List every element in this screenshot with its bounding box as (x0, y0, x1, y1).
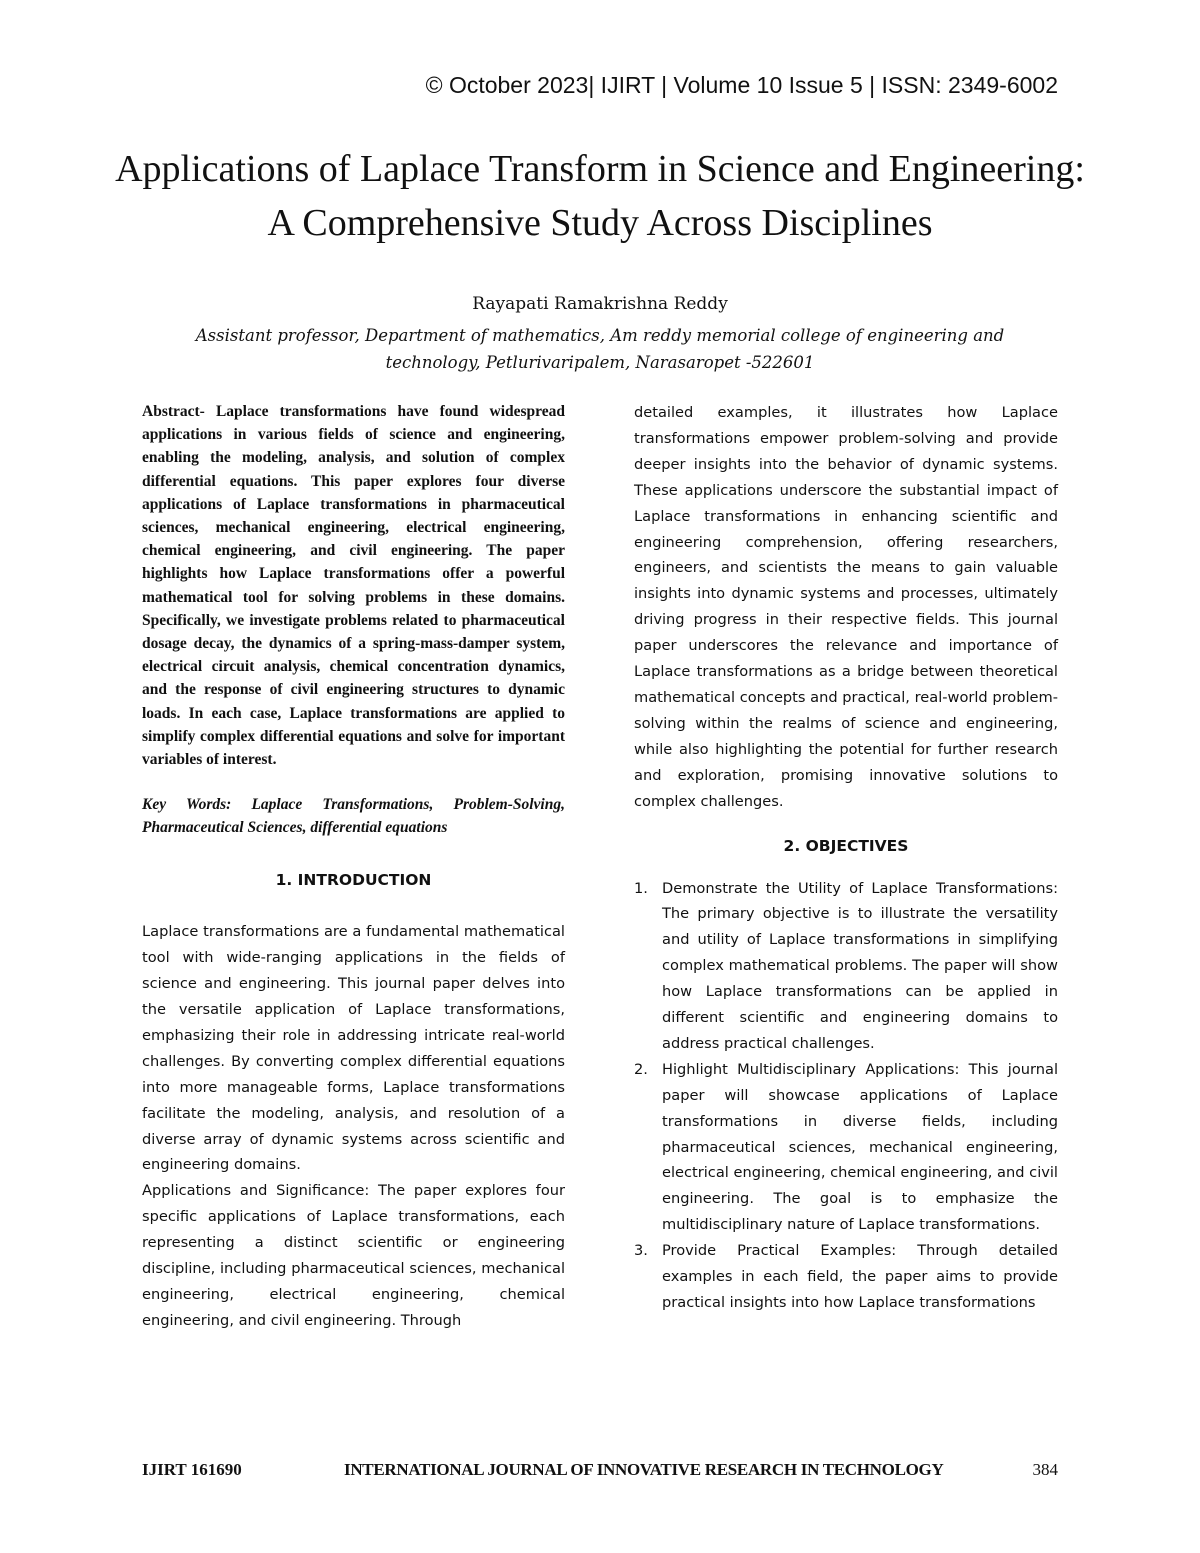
author-affiliation: Assistant professor, Department of mathematics, Am reddy memorial college of engineering and technology, Petlurivaripalem, Narasaropet -522601 (195, 326, 1005, 372)
footer-page-number: 384 (1032, 1460, 1058, 1479)
objective-number: 1. (634, 879, 648, 897)
footer-paper-id: IJIRT 161690 (142, 1460, 242, 1479)
paper-title: Applications of Laplace Transform in Science and Engineering: A Comprehensive Study Across Disciplines (115, 148, 1085, 244)
objective-text: Provide Practical Examples: Through detailed examples in each field, the paper aims to provide practical insights into how Laplace transformations (662, 1242, 1058, 1311)
objective-item (634, 1057, 1058, 1238)
introduction-paragraph-2: Applications and Significance: The paper explores four specific applications of Laplace transformations, each representing a distinct scientific or engineering discipline, including pharmaceutical sciences, mechanical engineering, electrical engineering, chemical engineering, and civil engineering. Through (142, 1182, 565, 1329)
introduction-continuation: detailed examples, it illustrates how Laplace transformations empower problem-solving and provide deeper insights into the behavior of dynamic systems. These applications underscore the substantial impact of Laplace transformations in enhancing scientific and engineering comprehension, offering researchers, engineers, and scientists the means to gain valuable insights into dynamic systems and processes, ultimately driving progress in their respective fields. This journal paper underscores the relevance and importance of Laplace transformations as a bridge between theoretical mathematical concepts and practical, real-world problem-solving within the realms of science and engineering, while also highlighting the potential for further research and exploration, promising innovative solutions to complex challenges. (634, 404, 1058, 810)
introduction-heading: 1. INTRODUCTION (275, 871, 432, 890)
objective-text: Highlight Multidisciplinary Applications: This journal paper will showcase applications of Laplace transformations in diverse fields, including pharmaceutical sciences, mechanical engineering, electrical engineering, chemical engineering, and civil engineering. The goal is to emphasize the multidisciplinary nature of Laplace transformations. (662, 1060, 1058, 1234)
footer-journal-name: INTERNATIONAL JOURNAL OF INNOVATIVE RESEARCH IN TECHNOLOGY (344, 1460, 944, 1479)
objective-number: 2. (634, 1060, 648, 1078)
author-name: Rayapati Ramakrishna Reddy (472, 294, 728, 314)
keywords: Key Words: Laplace Transformations, Problem-Solving, Pharmaceutical Sciences, differential equations (142, 796, 565, 837)
journal-citation-header: © October 2023| IJIRT | Volume 10 Issue 5 | ISSN: 2349-6002 (425, 72, 1058, 98)
left-column (142, 400, 565, 1334)
objective-item (634, 876, 1058, 1057)
right-column (634, 400, 1058, 1316)
abstract: Abstract- Laplace transformations have found widespread applications in various fields of science and engineering, enabling the modeling, analysis, and solution of complex differential equations. This paper explores four diverse applications of Laplace transformations in pharmaceutical sciences, mechanical engineering, electrical engineering, chemical engineering, and civil engineering. The paper highlights how Laplace transformations offer a powerful mathematical tool for solving problems in these domains. Specifically, we investigate problems related to pharmaceutical dosage decay, the dynamics of a spring-mass-damper system, electrical circuit analysis, chemical concentration dynamics, and the response of civil engineering structures to dynamic loads. In each case, Laplace transformations are applied to simplify complex differential equations and solve for important variables of interest. (142, 403, 565, 769)
objective-text: Demonstrate the Utility of Laplace Transformations: The primary objective is to illustrate the versatility and utility of Laplace transformations in simplifying complex mathematical problems. The paper will show how Laplace transformations can be applied in different scientific and engineering domains to address practical challenges. (662, 879, 1058, 1052)
objective-number: 3. (634, 1242, 648, 1260)
objectives-heading: 2. OBJECTIVES (783, 836, 909, 855)
objectives-list (634, 876, 1058, 1316)
objective-item (634, 1238, 1058, 1316)
introduction-paragraph-1: Laplace transformations are a fundamental mathematical tool with wide-ranging applications in the fields of science and engineering. This journal paper delves into the versatile application of Laplace transformations, emphasizing their role in addressing intricate real-world challenges. By converting complex differential equations into more manageable forms, Laplace transformations facilitate the modeling, analysis, and resolution of a diverse array of dynamic systems across scientific and engineering domains. (142, 923, 565, 1174)
